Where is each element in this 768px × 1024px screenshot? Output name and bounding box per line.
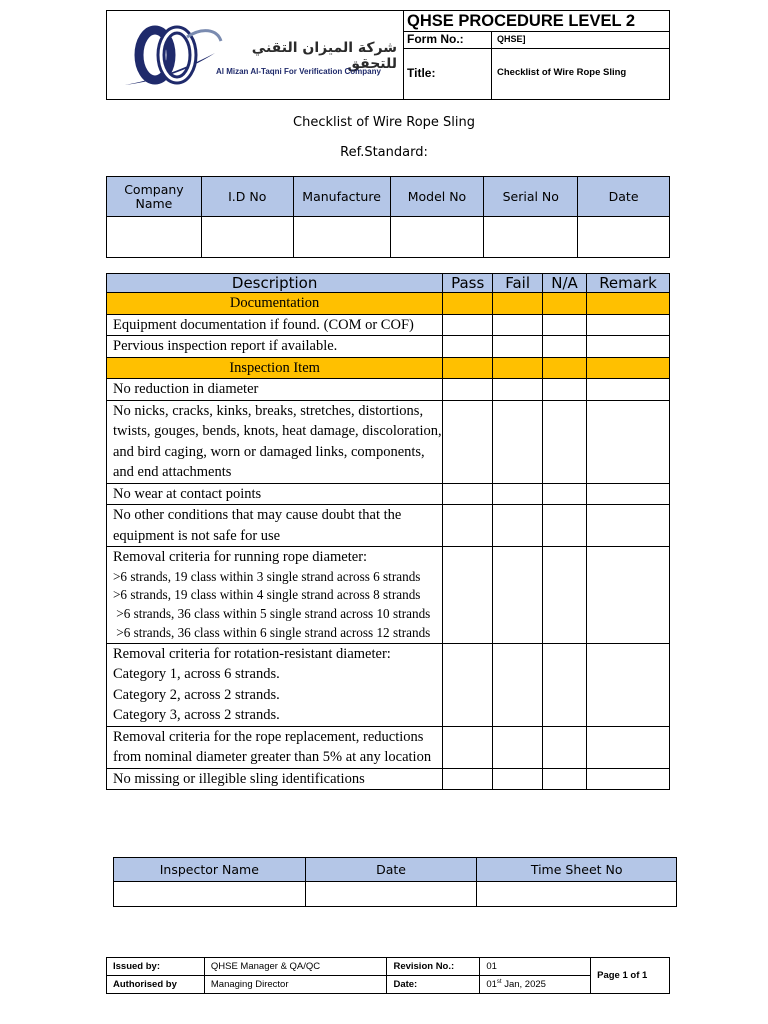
- inspector-table: [113, 857, 677, 907]
- date-field[interactable]: [578, 217, 670, 258]
- remark-cell[interactable]: [587, 336, 670, 358]
- pass-cell[interactable]: [443, 483, 493, 505]
- remark-cell[interactable]: [587, 400, 670, 483]
- remark-cell[interactable]: [587, 314, 670, 336]
- checklist-item: No nicks, cracks, kinks, breaks, stretches, distortions, twists, gouges, bends, knots, heat damage, discoloration, and bird caging, worn or damaged links, components, and end attachments: [107, 400, 443, 483]
- revision-value: 01: [480, 958, 591, 976]
- document-header: [106, 10, 670, 100]
- checklist-item: No reduction in diameter: [107, 379, 443, 401]
- checklist-table: [106, 273, 670, 790]
- checklist-item: Removal criteria for the rope replacement, reductions from nominal diameter greater than 5% at any location: [107, 726, 443, 768]
- title-label: Title:: [404, 48, 492, 99]
- remark-cell[interactable]: [587, 505, 670, 547]
- footer-table: [106, 957, 670, 994]
- description-header: Description: [107, 274, 443, 293]
- remark-cell[interactable]: [587, 726, 670, 768]
- running-rope-line: >6 strands, 19 class within 3 single strand across 6 strands: [113, 568, 421, 584]
- fail-cell[interactable]: [493, 314, 543, 336]
- fail-cell[interactable]: [493, 336, 543, 358]
- running-rope-title: Removal criteria for running rope diameter:: [113, 549, 368, 565]
- document-title: Checklist of Wire Rope Sling: [293, 115, 475, 130]
- remark-cell[interactable]: [587, 643, 670, 726]
- pass-cell[interactable]: [443, 336, 493, 358]
- rotation-resistant-line: Category 3, across 2 strands.: [113, 707, 280, 724]
- pass-cell[interactable]: [443, 400, 493, 483]
- section-documentation: Documentation: [107, 293, 443, 315]
- title-value: Checklist of Wire Rope Sling: [497, 67, 627, 78]
- date-day: 01: [486, 979, 497, 991]
- na-cell[interactable]: [543, 314, 587, 336]
- pass-cell[interactable]: [443, 379, 493, 401]
- form-no-value: QHSE]: [497, 34, 526, 44]
- checklist-item: No wear at contact points: [107, 483, 443, 505]
- time-sheet-field[interactable]: [477, 882, 677, 907]
- serial-no-field[interactable]: [484, 217, 578, 258]
- fail-header: Fail: [493, 274, 543, 293]
- pass-cell[interactable]: [443, 643, 493, 726]
- running-rope-line: >6 strands, 36 class within 6 single strand across 12 strands: [113, 624, 431, 640]
- remark-cell[interactable]: [587, 483, 670, 505]
- checklist-item: No missing or illegible sling identifications: [107, 768, 443, 790]
- na-cell[interactable]: [543, 726, 587, 768]
- checklist-item: Equipment documentation if found. (COM or COF): [107, 314, 443, 336]
- na-cell[interactable]: [543, 483, 587, 505]
- na-cell[interactable]: [543, 400, 587, 483]
- id-no-header: I.D No: [201, 177, 293, 217]
- na-header: N/A: [543, 274, 587, 293]
- na-cell[interactable]: [543, 336, 587, 358]
- procedure-level: QHSE PROCEDURE LEVEL 2: [404, 11, 670, 32]
- date-rest: Jan, 2025: [501, 979, 546, 991]
- inspection-date-field[interactable]: [305, 882, 477, 907]
- remark-cell[interactable]: [587, 547, 670, 644]
- manufacture-header: Manufacture: [293, 177, 390, 217]
- rotation-resistant-line: Category 2, across 2 strands.: [113, 686, 280, 703]
- time-sheet-header: Time Sheet No: [477, 858, 677, 882]
- running-rope-line: >6 strands, 19 class within 4 single strand across 8 strands: [113, 587, 421, 603]
- na-cell[interactable]: [543, 643, 587, 726]
- issued-by-label: Issued by:: [107, 958, 205, 976]
- fail-cell[interactable]: [493, 768, 543, 790]
- remark-cell[interactable]: [587, 768, 670, 790]
- pass-cell[interactable]: [443, 505, 493, 547]
- na-cell[interactable]: [543, 379, 587, 401]
- revision-label: Revision No.:: [387, 958, 480, 976]
- inspector-name-field[interactable]: [114, 882, 306, 907]
- logo-cell: [107, 11, 404, 99]
- authorised-by-label: Authorised by: [107, 976, 205, 994]
- na-cell[interactable]: [543, 768, 587, 790]
- running-rope-line: >6 strands, 36 class within 5 single strand across 10 strands: [113, 606, 431, 622]
- rotation-resistant-title: Removal criteria for rotation-resistant diameter:: [113, 645, 391, 662]
- fail-cell[interactable]: [493, 643, 543, 726]
- remark-header: Remark: [587, 274, 670, 293]
- section-inspection-item: Inspection Item: [107, 357, 443, 379]
- pass-header: Pass: [443, 274, 493, 293]
- checklist-item: Pervious inspection report if available.: [107, 336, 443, 358]
- checklist-item-rotation-resistant: [107, 643, 443, 726]
- model-no-field[interactable]: [390, 217, 484, 258]
- rotation-resistant-line: Category 1, across 6 strands.: [113, 666, 280, 683]
- fail-cell[interactable]: [493, 726, 543, 768]
- company-logo-icon: [117, 23, 227, 93]
- date-value: [480, 976, 591, 994]
- company-name-header: Company Name: [107, 177, 202, 217]
- logo-english-text: Al Mizan Al-Taqni For Verification Company: [216, 67, 381, 76]
- ref-standard: Ref.Standard:: [340, 145, 428, 160]
- na-cell[interactable]: [543, 547, 587, 644]
- serial-no-header: Serial No: [484, 177, 578, 217]
- id-no-field[interactable]: [201, 217, 293, 258]
- remark-cell[interactable]: [587, 379, 670, 401]
- page-number: Page 1 of 1: [591, 958, 670, 994]
- company-name-field[interactable]: [107, 217, 202, 258]
- date-header: Date: [578, 177, 670, 217]
- checklist-item: No other conditions that may cause doubt that the equipment is not safe for use: [107, 505, 443, 547]
- date-suffix: st: [496, 978, 502, 985]
- logo-arabic-text: شركة الميزان التقني للتحقق: [251, 40, 397, 72]
- equipment-info-table: [106, 176, 670, 258]
- issued-by-value: QHSE Manager & QA/QC: [204, 958, 387, 976]
- fail-cell[interactable]: [493, 379, 543, 401]
- authorised-by-value: Managing Director: [204, 976, 387, 994]
- fail-cell[interactable]: [493, 483, 543, 505]
- pass-cell[interactable]: [443, 726, 493, 768]
- inspector-name-header: Inspector Name: [114, 858, 306, 882]
- pass-cell[interactable]: [443, 314, 493, 336]
- fail-cell[interactable]: [493, 505, 543, 547]
- manufacture-field[interactable]: [293, 217, 390, 258]
- date-label: Date:: [387, 976, 480, 994]
- form-no-label: Form No.:: [404, 32, 492, 48]
- fail-cell[interactable]: [493, 400, 543, 483]
- inspection-date-header: Date: [305, 858, 477, 882]
- pass-cell[interactable]: [443, 768, 493, 790]
- pass-cell[interactable]: [443, 547, 493, 644]
- checklist-item-running-rope: [107, 547, 443, 644]
- fail-cell[interactable]: [493, 547, 543, 644]
- na-cell[interactable]: [543, 505, 587, 547]
- model-no-header: Model No: [390, 177, 484, 217]
